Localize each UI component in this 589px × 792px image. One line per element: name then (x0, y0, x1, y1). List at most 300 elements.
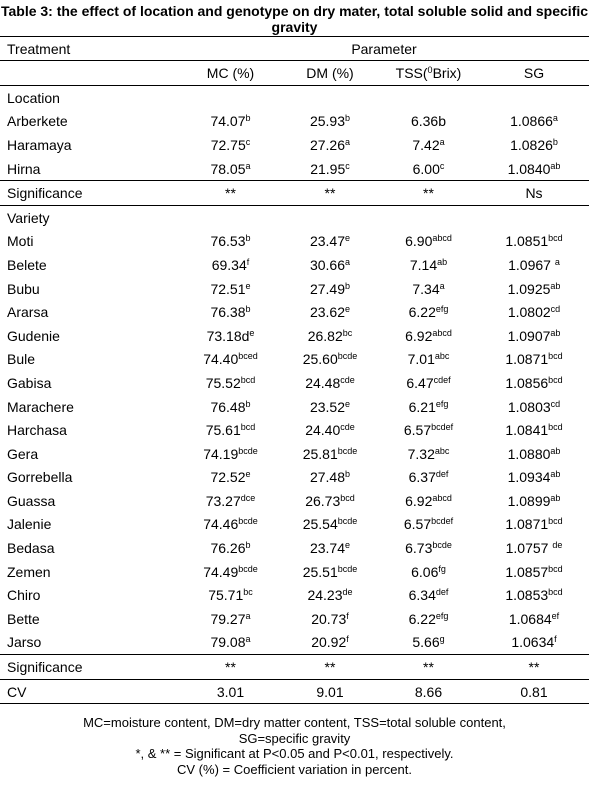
mc-significance-letters: bcde (238, 516, 258, 527)
sg-cell (479, 466, 589, 490)
location-significance-sg: Ns (479, 181, 589, 206)
varietie-row (0, 348, 589, 372)
tss-significance-letters: fg (438, 563, 446, 574)
sg-cell (479, 442, 589, 466)
cv-row-mc: 3.01 (179, 679, 282, 704)
sg-significance-letters: ab (550, 327, 561, 338)
mc-cell (179, 583, 282, 607)
mc-value: 72.51 (210, 280, 246, 297)
location-significance-mc: ** (179, 181, 282, 206)
varietie-row (0, 277, 589, 301)
dm-value: 21.95 (310, 160, 346, 177)
sg-cell (479, 371, 589, 395)
cv-row (0, 679, 589, 704)
mc-value: 79.08 (210, 634, 246, 651)
tss-header (378, 61, 479, 86)
dm-cell (282, 253, 378, 277)
treatment-name: Harchasa (7, 422, 67, 439)
parameter-header: Parameter (179, 37, 589, 61)
mc-cell (179, 133, 282, 157)
treatment-name: Moti (7, 233, 34, 250)
sg-cell (479, 631, 589, 655)
dm-cell (282, 536, 378, 560)
sg-value: 1.0826 (510, 136, 553, 153)
tss-significance-letters: efg (435, 398, 449, 409)
mc-value: 75.71 (208, 587, 244, 604)
sg-cell (479, 230, 589, 254)
mc-cell (179, 300, 282, 324)
mc-value: 75.61 (205, 422, 241, 439)
mc-value: 76.38 (210, 304, 246, 321)
dm-significance-letters: f (346, 634, 349, 645)
tss-significance-letters: def (435, 587, 449, 598)
tss-value: 6.06 (411, 563, 439, 580)
sg-value: 1.0907 (507, 327, 551, 344)
dm-value: 27.26 (309, 136, 346, 153)
treatment-name: Arberkete (7, 113, 68, 130)
tss-significance-letters: bcde (432, 540, 452, 551)
mc-significance-letters: b (245, 113, 251, 124)
varietie-row (0, 418, 589, 442)
varietie-row (0, 513, 589, 537)
dm-cell (282, 631, 378, 655)
treatment-header: Treatment (0, 37, 179, 61)
dm-significance-letters: e (345, 304, 351, 315)
mc-significance-letters: c (245, 136, 251, 147)
treatment-name: Gera (7, 445, 39, 462)
sg-cell (479, 348, 589, 372)
empty-cell (179, 205, 282, 229)
sg-significance-letters: ab (550, 492, 561, 503)
treatment-name: Haramaya (7, 136, 72, 153)
sg-significance-letters: bcd (548, 587, 563, 598)
dm-cell (282, 300, 378, 324)
tss-cell (378, 324, 479, 348)
tss-value: 6.22 (408, 610, 436, 627)
tss-significance-letters: abcd (432, 327, 452, 338)
tss-significance-letters: bcdef (431, 422, 454, 433)
mc-significance-letters: e (249, 327, 255, 338)
location-group (0, 86, 589, 110)
sg-cell (479, 253, 589, 277)
sg-significance-letters: bcd (548, 374, 563, 385)
varietie-row (0, 230, 589, 254)
tss-significance-letters: efg (435, 304, 449, 315)
cv-row-dm: 9.01 (282, 679, 378, 704)
variety-significance-label: Significance (0, 655, 179, 680)
tss-significance-letters: abc (434, 351, 450, 362)
tss-cell (378, 442, 479, 466)
tss-cell (378, 631, 479, 655)
sg-significance-letters: ab (550, 469, 561, 480)
footnote-significance: *, & ** = Significant at P<0.05 and P<0.01, respectively. (135, 746, 454, 761)
table-body (0, 37, 589, 704)
dm-value: 20.92 (311, 634, 347, 651)
varietie-row (0, 395, 589, 419)
mc-value: 72.75 (210, 136, 246, 153)
sg-cell (479, 300, 589, 324)
mc-value: 76.53 (210, 233, 246, 250)
dm-cell (282, 607, 378, 631)
tss-cell (378, 560, 479, 584)
dm-significance-letters: bcde (337, 516, 358, 527)
tss-value: 7.32 (407, 445, 435, 462)
tss-value: 6.36b (410, 113, 447, 130)
treatment-name: Gabisa (7, 374, 52, 391)
treatment-name: Bubu (7, 280, 40, 297)
dm-value: 25.51 (302, 563, 338, 580)
sg-value: 1.0841 (505, 422, 549, 439)
dm-significance-letters: e (345, 398, 351, 409)
dm-significance-letters: bcde (337, 351, 358, 362)
header-row-2 (0, 61, 589, 86)
mc-significance-letters: b (245, 304, 251, 315)
sg-value: 1.0871 (505, 351, 549, 368)
mc-cell (179, 513, 282, 537)
mc-cell (179, 536, 282, 560)
tss-value: 7.14 (409, 256, 438, 273)
tss-value: 6.90 (405, 233, 433, 250)
sg-value: 1.0851 (505, 233, 549, 250)
varietie-row (0, 371, 589, 395)
mc-significance-letters: bc (243, 587, 253, 598)
mc-cell (179, 253, 282, 277)
dm-cell (282, 583, 378, 607)
treatment-name: Zemen (7, 563, 51, 580)
tss-value: 7.42 (412, 136, 440, 153)
empty-cell (479, 205, 589, 229)
mc-value: 76.26 (210, 540, 246, 557)
tss-cell (378, 607, 479, 631)
mc-significance-letters: bcd (240, 374, 256, 385)
sg-significance-letters: ef (551, 610, 560, 621)
sg-significance-letters: b (552, 136, 558, 147)
dm-value: 23.74 (309, 540, 346, 557)
tss-value: 6.00 (412, 160, 440, 177)
tss-cell (378, 230, 479, 254)
location-row (0, 133, 589, 157)
cv-row-label: CV (0, 679, 179, 704)
mc-value: 79.27 (210, 610, 246, 627)
dm-value: 20.73 (311, 610, 347, 627)
mc-significance-letters: bced (238, 351, 258, 362)
tss-value: 6.57 (403, 516, 432, 533)
dm-value: 30.66 (309, 256, 346, 273)
dm-header: DM (%) (282, 61, 378, 86)
varietie-row (0, 253, 589, 277)
mc-cell (179, 324, 282, 348)
tss-value: 6.34 (408, 587, 436, 604)
treatment-name: Marachere (7, 398, 74, 415)
sg-value: 1.0880 (507, 445, 551, 462)
dm-value: 25.54 (302, 516, 338, 533)
mc-cell (179, 277, 282, 301)
sg-cell (479, 489, 589, 513)
sg-cell (479, 607, 589, 631)
dm-significance-letters: cde (340, 422, 355, 433)
sg-value: 1.0757 (505, 540, 553, 557)
empty-cell (179, 86, 282, 110)
tss-value: 7.01 (407, 351, 435, 368)
tss-value: 6.57 (403, 422, 432, 439)
location-group-label: Location (7, 89, 60, 106)
dm-significance-letters: bcd (340, 492, 355, 503)
varietie-row (0, 300, 589, 324)
sg-value: 1.0967 (508, 256, 555, 273)
location-row (0, 157, 589, 181)
sg-value: 1.0925 (507, 280, 551, 297)
dm-value: 24.40 (305, 422, 341, 439)
sg-cell (479, 110, 589, 134)
footnote-abbreviations: MC=moisture content, DM=dry matter content, TSS=total soluble content, (83, 715, 506, 730)
mc-value: 78.05 (210, 160, 246, 177)
tss-value: 6.37 (408, 469, 436, 486)
variety-group (0, 205, 589, 229)
dm-value: 26.82 (307, 327, 343, 344)
sg-significance-letters: bcd (548, 233, 563, 244)
mc-value: 74.49 (203, 563, 239, 580)
tss-cell (378, 348, 479, 372)
treatment-name: Guassa (7, 492, 56, 509)
footnote-sg: SG=specific gravity (238, 730, 351, 746)
mc-significance-letters: b (245, 398, 251, 409)
mc-cell (179, 607, 282, 631)
dm-cell (282, 513, 378, 537)
treatment-name: Jalenie (7, 516, 52, 533)
sg-value: 1.0899 (507, 492, 551, 509)
location-significance-dm: ** (282, 181, 378, 206)
cv-row-sg: 0.81 (479, 679, 589, 704)
dm-significance-letters: b (345, 113, 351, 124)
dm-cell (282, 324, 378, 348)
sg-cell (479, 157, 589, 181)
mc-cell (179, 371, 282, 395)
treatment-name: Hirna (7, 160, 41, 177)
tss-significance-letters: ab (437, 256, 448, 267)
treatment-name: Bedasa (7, 540, 55, 557)
tss-value: 5.66 (412, 634, 440, 651)
variety-group-label: Variety (7, 209, 50, 226)
tss-cell (378, 418, 479, 442)
sg-value: 1.0934 (507, 469, 551, 486)
varietie-row (0, 607, 589, 631)
sg-value: 1.0856 (505, 374, 549, 391)
sg-value: 1.0803 (507, 398, 551, 415)
empty-cell (479, 86, 589, 110)
mc-cell (179, 418, 282, 442)
mc-cell (179, 560, 282, 584)
mc-cell (179, 631, 282, 655)
dm-cell (282, 442, 378, 466)
sg-cell (479, 324, 589, 348)
sg-value: 1.0684 (508, 610, 552, 627)
dm-significance-letters: b (345, 280, 351, 291)
sg-significance-letters: ab (550, 445, 561, 456)
mc-significance-letters: bcde (238, 445, 258, 456)
dm-value: 24.23 (307, 587, 343, 604)
dm-cell (282, 348, 378, 372)
mc-cell (179, 442, 282, 466)
treatment-name: Bette (7, 610, 40, 627)
tss-significance-letters: abcd (432, 492, 452, 503)
mc-value: 73.18d (206, 327, 250, 344)
sg-value: 1.0866 (510, 113, 553, 130)
dm-value: 23.52 (309, 398, 346, 415)
mc-cell (179, 395, 282, 419)
dm-cell (282, 110, 378, 134)
mc-significance-letters: e (245, 469, 251, 480)
tss-value: 6.22 (408, 304, 436, 321)
tss-header-post: Brix) (432, 65, 462, 81)
dm-significance-letters: a (345, 136, 351, 147)
tss-cell (378, 513, 479, 537)
mc-significance-letters: b (245, 540, 251, 551)
tss-cell (378, 277, 479, 301)
sg-cell (479, 560, 589, 584)
header-row-1 (0, 37, 589, 61)
location-significance-label: Significance (0, 181, 179, 206)
varietie-row (0, 466, 589, 490)
mc-cell (179, 230, 282, 254)
mc-cell (179, 489, 282, 513)
dm-cell (282, 230, 378, 254)
tss-value: 6.92 (405, 492, 433, 509)
variety-significance-dm: ** (282, 655, 378, 680)
dm-significance-letters: cde (340, 374, 355, 385)
dm-value: 27.48 (309, 469, 346, 486)
empty-header-cell (0, 61, 179, 86)
location-significance-tss: ** (378, 181, 479, 206)
mc-cell (179, 466, 282, 490)
footnote-cv: CV (%) = Coefficient variation in percent. (177, 761, 412, 777)
sg-significance-letters: bcd (548, 422, 563, 433)
variety-significance-tss: ** (378, 655, 479, 680)
dm-cell (282, 489, 378, 513)
mc-significance-letters: a (245, 634, 251, 645)
empty-cell (282, 86, 378, 110)
sg-significance-letters: a (554, 256, 560, 267)
dm-value: 25.60 (302, 351, 338, 368)
varietie-row (0, 560, 589, 584)
dm-significance-letters: bc (342, 327, 353, 338)
dm-value: 25.81 (302, 445, 338, 462)
treatment-name: Jarso (7, 634, 42, 651)
mc-value: 72.52 (210, 469, 246, 486)
tss-cell (378, 253, 479, 277)
mc-significance-letters: dce (240, 492, 256, 503)
tss-cell (378, 371, 479, 395)
dm-value: 23.47 (309, 233, 346, 250)
sg-significance-letters: cd (550, 398, 561, 409)
variety-significance-sg: ** (479, 655, 589, 680)
mc-significance-letters: a (245, 160, 251, 171)
dm-cell (282, 560, 378, 584)
mc-value: 74.40 (203, 351, 239, 368)
tss-cell (378, 110, 479, 134)
tss-cell (378, 157, 479, 181)
treatment-name: Belete (7, 256, 47, 273)
dm-cell (282, 395, 378, 419)
tss-value: 7.34 (412, 280, 440, 297)
sg-significance-letters: a (552, 113, 558, 124)
mc-significance-letters: e (245, 280, 251, 291)
tss-significance-letters: bcdef (431, 516, 454, 527)
sg-value: 1.0853 (505, 587, 549, 604)
dm-significance-letters: c (345, 160, 350, 171)
dm-value: 26.73 (305, 492, 341, 509)
location-significance (0, 181, 589, 206)
tss-significance-letters: cdef (433, 374, 451, 385)
dm-significance-letters: f (346, 610, 349, 621)
sg-value: 1.0634 (511, 634, 555, 651)
mc-significance-letters: bcd (240, 422, 256, 433)
table-caption: Table 3: the effect of location and genotype on dry mater, total soluble solid and specific gravity (0, 3, 589, 35)
mc-value: 74.07 (210, 113, 246, 130)
dm-significance-letters: de (342, 587, 353, 598)
mc-cell (179, 110, 282, 134)
treatment-name: Chiro (7, 587, 41, 604)
mc-value: 73.27 (205, 492, 241, 509)
varietie-row (0, 583, 589, 607)
tss-significance-letters: a (439, 136, 445, 147)
mc-value: 69.34 (211, 256, 247, 273)
empty-cell (378, 86, 479, 110)
empty-cell (282, 205, 378, 229)
sg-cell (479, 133, 589, 157)
sg-cell (479, 418, 589, 442)
dm-value: 23.62 (309, 304, 346, 321)
dm-value: 24.48 (305, 374, 341, 391)
dm-significance-letters: b (345, 469, 351, 480)
mc-cell (179, 348, 282, 372)
results-table (0, 36, 589, 704)
treatment-name: Gudenie (7, 327, 60, 344)
mc-value: 74.46 (203, 516, 239, 533)
variety-significance-mc: ** (179, 655, 282, 680)
tss-value: 6.47 (406, 374, 434, 391)
sg-significance-letters: cd (550, 304, 561, 315)
sg-value: 1.0802 (507, 304, 551, 321)
varietie-row (0, 324, 589, 348)
tss-significance-letters: efg (435, 610, 449, 621)
varietie-row (0, 442, 589, 466)
tss-cell (378, 489, 479, 513)
sg-value: 1.0857 (505, 563, 549, 580)
tss-cell (378, 395, 479, 419)
dm-value: 25.93 (309, 113, 346, 130)
tss-header-pre: TSS( (395, 65, 428, 81)
treatment-name: Bule (7, 351, 36, 368)
dm-value: 27.49 (309, 280, 346, 297)
sg-significance-letters: bcd (548, 516, 563, 527)
mc-significance-letters: f (246, 256, 250, 267)
dm-significance-letters: a (345, 256, 351, 267)
treatment-name: Gorrebella (7, 469, 73, 486)
dm-significance-letters: e (345, 540, 351, 551)
tss-significance-letters: a (439, 280, 445, 291)
tss-significance-letters: g (439, 634, 445, 645)
dm-cell (282, 277, 378, 301)
sg-cell (479, 277, 589, 301)
tss-significance-letters: abc (434, 445, 450, 456)
tss-significance-letters: def (435, 469, 449, 480)
empty-cell (378, 205, 479, 229)
dm-significance-letters: e (345, 233, 351, 244)
sg-significance-letters: ab (550, 280, 561, 291)
mc-significance-letters: b (245, 233, 251, 244)
mc-cell (179, 157, 282, 181)
tss-cell (378, 133, 479, 157)
